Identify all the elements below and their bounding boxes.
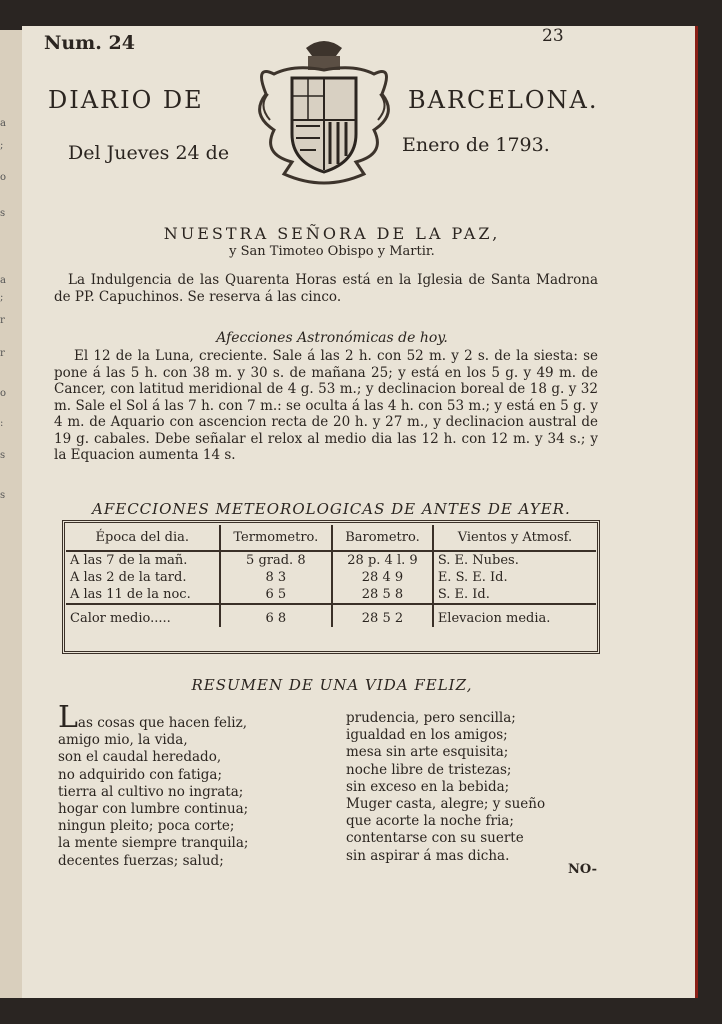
date-left: Del Jueves 24 de xyxy=(68,142,230,164)
poem-line: amigo mio, la vida, xyxy=(58,732,188,749)
edge-mark: r xyxy=(0,348,5,359)
poem-right-column xyxy=(346,710,545,865)
column-header: Vientos y Atmosf. xyxy=(433,525,596,551)
barcelona-coat-of-arms-icon xyxy=(244,34,404,189)
saint-of-day: NUESTRA SEÑORA DE LA PAZ, xyxy=(163,224,501,243)
wind-cell: Elevacion media. xyxy=(433,604,596,627)
poem-line: hogar con lumbre continua; xyxy=(58,801,249,818)
poem-line: la mente siempre tranquila; xyxy=(58,835,249,852)
poem-line xyxy=(58,700,248,735)
issue-number: Num. 24 xyxy=(44,32,135,54)
table-row xyxy=(66,586,596,604)
epoch-cell: A las 2 de la tard. xyxy=(66,569,220,586)
thermo-cell: 6 8 xyxy=(220,604,333,627)
poem-left-column xyxy=(58,700,249,870)
edge-mark: ; xyxy=(0,140,4,151)
wind-cell: E. S. E. Id. xyxy=(437,570,508,585)
previous-page-edge xyxy=(0,30,23,998)
poem-line: mesa sin arte esquisita; xyxy=(346,744,509,761)
epoch-cell: Calor medio..... xyxy=(66,604,220,627)
poem-line: contentarse con su suerte xyxy=(346,830,524,847)
newspaper-page xyxy=(22,26,698,998)
table-header-row xyxy=(66,525,596,551)
poem-line: sin exceso en la bebida; xyxy=(346,778,510,795)
poem-line: igualdad en los amigos; xyxy=(346,727,508,744)
meteorological-table xyxy=(66,525,596,627)
astronomical-heading: Afecciones Astronómicas de hoy. xyxy=(216,330,448,346)
epoch-cell: A las 7 de la mañ. xyxy=(66,551,220,569)
poem-line: noche libre de tristezas; xyxy=(346,761,512,778)
thermo-cell: 5 grad. 8 xyxy=(220,551,333,569)
catchword: NO- xyxy=(568,862,598,877)
baro-cell: 28 5 8 xyxy=(332,586,433,604)
poem-line: sin aspirar á mas dicha. xyxy=(346,847,510,864)
poem-line: son el caudal heredado, xyxy=(58,749,222,766)
wind-cell: S. E. Nubes. xyxy=(437,553,519,568)
edge-mark: s xyxy=(0,450,6,461)
edge-mark: o xyxy=(0,388,7,399)
epoch-cell: A las 11 de la noc. xyxy=(66,586,220,604)
edge-mark: s xyxy=(0,490,6,501)
saint-subtitle: y San Timoteo Obispo y Martir. xyxy=(229,244,435,259)
indulgence-notice: La Indulgencia de las Quarenta Horas está en la Iglesia de Santa Madrona de PP. Capuchinos. Se reserva á las cinco. xyxy=(54,272,598,305)
astronomical-text: El 12 de la Luna, creciente. Sale á las 2 h. con 52 m. y 2 s. de la siesta: se pone á las 5 h. con 38 m. y 30 s. de mañana 25; y está en los 5 g. y 49 m. de Cancer, con latitud meridional de 4 g. 53 m.; y declinacion boreal de 18 g. y 32 m. Sale el Sol á las 7 h. con 7 m.: se oculta á las 4 h. con 53 m.; y está en 5 g. y 4 m. de Aquario con ascencion recta de 20 h. y 27 m., y declinacion austral de 19 g. cabales. Debe señalar el relox al medio dia las 12 h. con 12 m. y 34 s.; y la Equacion aumenta 14 s. xyxy=(54,348,598,463)
masthead-left: DIARIO DE xyxy=(48,86,204,114)
column-header: Termometro. xyxy=(220,525,333,551)
drop-cap: L xyxy=(58,700,78,735)
poem-line: Muger casta, alegre; y sueño xyxy=(346,796,546,813)
edge-mark: s xyxy=(0,208,6,219)
poem-line: tierra al cultivo no ingrata; xyxy=(58,783,244,800)
baro-cell: 28 5 2 xyxy=(332,604,433,627)
table-row xyxy=(66,551,596,569)
poem-line: decentes fuerzas; salud; xyxy=(58,852,224,869)
thermo-cell: 6 5 xyxy=(220,586,333,604)
meteorological-heading: AFECCIONES METEOROLOGICAS DE ANTES DE AYER. xyxy=(92,500,571,518)
baro-cell: 28 p. 4 l. 9 xyxy=(332,551,433,569)
poem-line: que acorte la noche fria; xyxy=(346,813,514,830)
edge-mark: : xyxy=(0,418,4,429)
table-row xyxy=(66,569,596,586)
page-number: 23 xyxy=(542,26,564,46)
thermo-cell: 8 3 xyxy=(220,569,333,586)
edge-mark: a xyxy=(0,275,6,286)
edge-mark: ; xyxy=(0,292,4,303)
wind-cell: S. E. Id. xyxy=(437,587,490,602)
edge-mark: o xyxy=(0,172,7,183)
summary-row xyxy=(66,604,596,627)
poem-line: no adquirido con fatiga; xyxy=(58,766,222,783)
edge-mark: r xyxy=(0,315,5,326)
poem-title: RESUMEN DE UNA VIDA FELIZ, xyxy=(191,676,473,694)
poem-line: prudencia, pero sencilla; xyxy=(346,710,516,726)
poem-line: ningun pleito; poca corte; xyxy=(58,818,235,835)
masthead-right: BARCELONA. xyxy=(408,86,599,114)
column-header: Barometro. xyxy=(332,525,433,551)
column-header: Época del dia. xyxy=(66,525,220,551)
baro-cell: 28 4 9 xyxy=(332,569,433,586)
edge-mark: a xyxy=(0,118,6,129)
poem-line-text: as cosas que hacen feliz, xyxy=(77,715,247,731)
date-right: Enero de 1793. xyxy=(402,134,550,156)
